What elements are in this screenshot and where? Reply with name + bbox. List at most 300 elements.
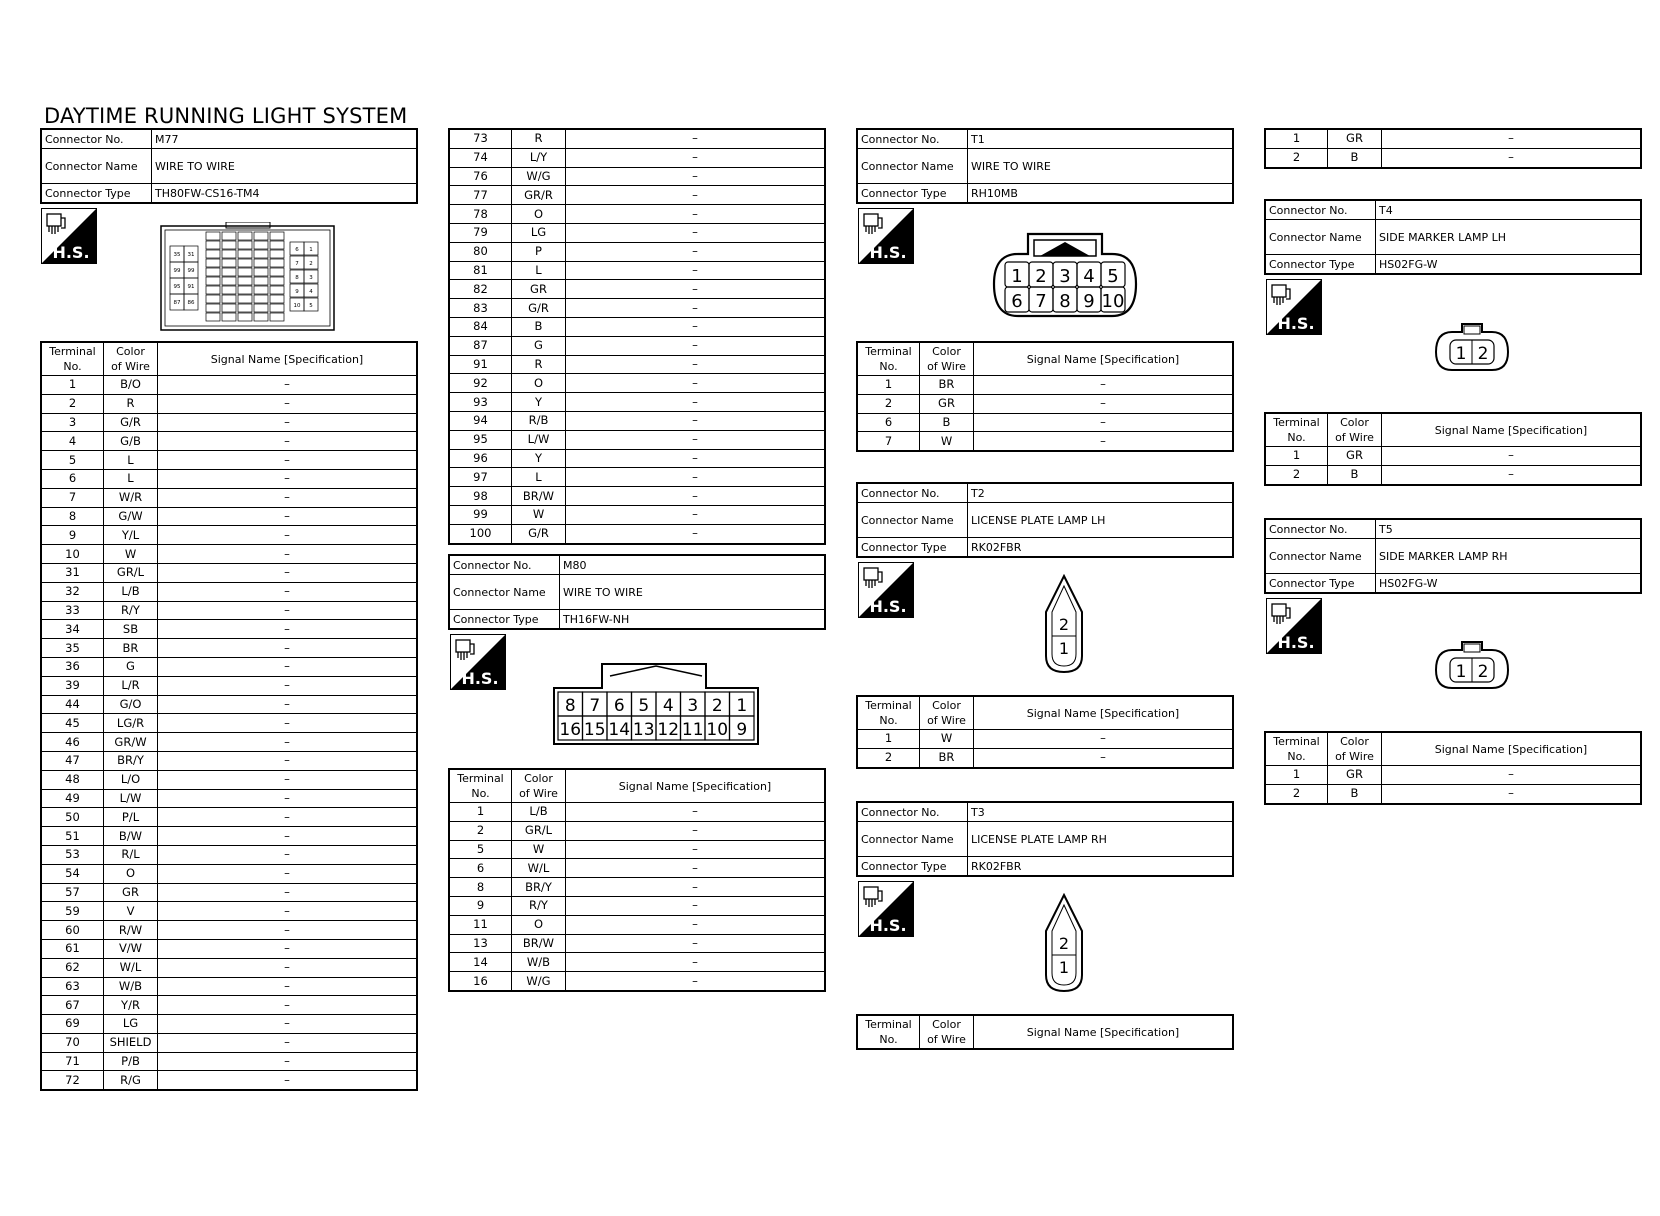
signal-cell: – [158, 526, 418, 545]
harness-side-icon [41, 208, 97, 264]
terminal-header: Terminal No. [1265, 413, 1328, 447]
pin-label: 4 [309, 289, 313, 295]
terminal-cell: 32 [41, 582, 104, 601]
pin-cell [254, 295, 268, 303]
connector-name-value: LICENSE PLATE LAMP LH [968, 503, 1234, 538]
t2-pin-table [856, 695, 1234, 769]
terminal-cell: 2 [1265, 465, 1328, 484]
wire-color-cell: O [512, 205, 566, 224]
terminal-cell: 2 [857, 748, 920, 767]
terminal-cell: 5 [449, 840, 512, 859]
terminal-cell: 1 [857, 376, 920, 395]
connector-no-value: M80 [560, 555, 826, 575]
svg-text:H.S.: H.S. [1277, 633, 1315, 652]
pin-cell [270, 241, 284, 249]
wire-color-cell: GR/R [512, 186, 566, 205]
wire-color-cell: G/O [104, 695, 158, 714]
pin-cell [222, 286, 236, 294]
pin-cell [222, 250, 236, 258]
pin-cell [206, 268, 220, 276]
terminal-cell: 72 [41, 1071, 104, 1090]
table-row [41, 488, 417, 507]
wire-color-cell: GR/L [512, 821, 566, 840]
pin-cell [206, 250, 220, 258]
connector-name-label: Connector Name [857, 503, 968, 538]
terminal-cell: 5 [41, 451, 104, 470]
table-row [41, 1033, 417, 1052]
terminal-header: Terminal No. [857, 696, 920, 730]
terminal-header: Terminal No. [449, 769, 512, 803]
pin-cell [222, 232, 236, 240]
table-row [41, 469, 417, 488]
table-row [41, 620, 417, 639]
terminal-cell: 79 [449, 223, 512, 242]
connector-type-label: Connector Type [857, 857, 968, 877]
connector-no-value: T5 [1376, 519, 1642, 539]
wire-color-cell: R/W [104, 921, 158, 940]
pin-label: 3 [309, 275, 313, 281]
m80-info [448, 554, 826, 630]
terminal-cell: 67 [41, 996, 104, 1015]
terminal-cell: 87 [449, 336, 512, 355]
signal-cell: – [566, 505, 826, 524]
signal-cell: – [974, 413, 1234, 432]
terminal-cell: 6 [41, 469, 104, 488]
signal-cell: – [158, 545, 418, 564]
pin-cell [254, 268, 268, 276]
signal-cell: – [974, 730, 1234, 749]
signal-cell: – [566, 449, 826, 468]
table-row [41, 507, 417, 526]
wire-color-cell: GR [920, 394, 974, 413]
wire-color-cell: W/G [512, 972, 566, 991]
signal-cell: – [1382, 148, 1642, 167]
table-row [449, 430, 825, 449]
terminal-cell: 4 [41, 432, 104, 451]
connector-type-value: HS02FG-W [1376, 255, 1642, 275]
connector-name-label: Connector Name [449, 575, 560, 610]
pin-cell [206, 241, 220, 249]
wire-color-cell: Y [512, 393, 566, 412]
color-header: Color of Wire [920, 1015, 974, 1049]
wire-color-cell: L/W [104, 789, 158, 808]
signal-cell: – [158, 958, 418, 977]
harness-side-icon [858, 562, 914, 618]
pin-label: 31 [187, 252, 195, 258]
terminal-cell: 6 [857, 413, 920, 432]
signal-cell: – [566, 934, 826, 953]
pin-label: 2 [711, 696, 723, 716]
wire-color-cell: W [920, 730, 974, 749]
pin-label: 10 [706, 720, 729, 740]
wire-color-cell: L/O [104, 770, 158, 789]
wire-color-cell: B/O [104, 376, 158, 395]
harness-side-icon [1266, 279, 1322, 335]
wire-color-cell: L/R [104, 676, 158, 695]
pin-cell [222, 268, 236, 276]
terminal-cell: 48 [41, 770, 104, 789]
wire-color-cell: O [512, 374, 566, 393]
signal-cell: – [158, 789, 418, 808]
table-row [857, 432, 1233, 451]
t5-info [1264, 518, 1642, 594]
pin-cell [238, 241, 252, 249]
terminal-cell: 77 [449, 186, 512, 205]
terminal-cell: 53 [41, 845, 104, 864]
pin-cell [254, 259, 268, 267]
wire-color-cell: W [512, 840, 566, 859]
pin-cell [222, 295, 236, 303]
signal-cell: – [1382, 465, 1642, 484]
pin-cell [254, 232, 268, 240]
table-row [449, 223, 825, 242]
signal-cell: – [158, 939, 418, 958]
connector-name-label: Connector Name [1265, 220, 1376, 255]
wire-color-cell: W/B [512, 953, 566, 972]
terminal-cell: 34 [41, 620, 104, 639]
m77-info [40, 128, 418, 204]
signal-cell: – [566, 317, 826, 336]
table-row [449, 129, 825, 148]
pin-label: 3 [687, 696, 699, 716]
harness-side-icon [858, 881, 914, 937]
pin-cell [238, 259, 252, 267]
pin-label: 14 [608, 720, 631, 740]
pin-label: 99 [187, 268, 195, 274]
pin-label: 7 [295, 261, 299, 267]
pin-label: 11 [681, 720, 704, 740]
signal-cell: – [158, 883, 418, 902]
pin-cell [206, 286, 220, 294]
terminal-cell: 35 [41, 639, 104, 658]
pin-cell [270, 250, 284, 258]
signal-cell: – [566, 355, 826, 374]
table-row [41, 827, 417, 846]
wire-color-cell: LG [512, 223, 566, 242]
connector-type-value: HS02FG-W [1376, 574, 1642, 594]
signal-cell: – [566, 878, 826, 897]
table-row [1265, 465, 1641, 484]
signal-cell: – [974, 432, 1234, 451]
connector-type-value: RK02FBR [968, 857, 1234, 877]
harness-side-icon [450, 634, 506, 690]
signal-cell: – [566, 915, 826, 934]
pin-label: 6 [613, 696, 625, 716]
signal-header: Signal Name [Specification] [974, 696, 1234, 730]
connector-name-label: Connector Name [857, 149, 968, 184]
table-row [449, 205, 825, 224]
wire-color-cell: B [1328, 148, 1382, 167]
signal-cell: – [566, 336, 826, 355]
t4-pin-table [1264, 412, 1642, 486]
terminal-cell: 76 [449, 167, 512, 186]
table-row [449, 803, 825, 822]
signal-cell: – [158, 376, 418, 395]
wire-color-cell: L/B [104, 582, 158, 601]
wire-color-cell: P [512, 242, 566, 261]
connector-name-value: WIRE TO WIRE [968, 149, 1234, 184]
terminal-cell: 92 [449, 374, 512, 393]
t2-info [856, 482, 1234, 558]
terminal-cell: 10 [41, 545, 104, 564]
pin-label: 9 [1083, 291, 1095, 312]
connector-type-label: Connector Type [857, 538, 968, 558]
wire-color-cell: R/B [512, 411, 566, 430]
table-row [449, 411, 825, 430]
table-row [41, 921, 417, 940]
table-row [41, 394, 417, 413]
connector-no-label: Connector No. [857, 129, 968, 149]
signal-cell: – [1382, 766, 1642, 785]
pin-cell [270, 277, 284, 285]
terminal-cell: 47 [41, 751, 104, 770]
pin-label: 3 [1059, 266, 1071, 287]
wire-color-cell: BR [920, 376, 974, 395]
pin-cell [206, 304, 220, 312]
terminal-cell: 59 [41, 902, 104, 921]
signal-cell: – [566, 242, 826, 261]
signal-cell: – [158, 902, 418, 921]
pin-label: 8 [1059, 291, 1071, 312]
table-row [449, 299, 825, 318]
terminal-header: Terminal No. [1265, 732, 1328, 766]
wire-color-cell: W/B [104, 977, 158, 996]
pin-label: 7 [1035, 291, 1047, 312]
table-row [41, 996, 417, 1015]
svg-text:H.S.: H.S. [869, 243, 907, 262]
terminal-cell: 83 [449, 299, 512, 318]
pin-cell [238, 313, 252, 321]
pin-label: 15 [583, 720, 606, 740]
table-row [41, 451, 417, 470]
pin-label: 8 [295, 275, 299, 281]
wire-color-cell: L/W [512, 430, 566, 449]
terminal-cell: 73 [449, 129, 512, 148]
color-header: Color of Wire [920, 696, 974, 730]
pin-cell [238, 304, 252, 312]
signal-cell: – [158, 845, 418, 864]
signal-cell: – [158, 507, 418, 526]
signal-cell: – [974, 376, 1234, 395]
color-header: Color of Wire [1328, 732, 1382, 766]
terminal-cell: 9 [449, 896, 512, 915]
terminal-cell: 93 [449, 393, 512, 412]
signal-cell: – [158, 921, 418, 940]
pin-cell [254, 277, 268, 285]
terminal-cell: 80 [449, 242, 512, 261]
signal-cell: – [158, 432, 418, 451]
table-row [1265, 447, 1641, 466]
pin-label: 1 [309, 247, 313, 253]
pin-cell [222, 277, 236, 285]
wire-color-cell: R/L [104, 845, 158, 864]
table-row [449, 468, 825, 487]
wire-color-cell: W/G [512, 167, 566, 186]
pin-label: 1 [1455, 344, 1467, 364]
pin-label: 7 [589, 696, 601, 716]
table-row [41, 770, 417, 789]
wire-color-cell: G/R [104, 413, 158, 432]
signal-cell: – [566, 821, 826, 840]
pin-label: 2 [1058, 934, 1070, 953]
terminal-cell: 16 [449, 972, 512, 991]
pin-label: 5 [638, 696, 650, 716]
connector-no-label: Connector No. [857, 483, 968, 503]
terminal-cell: 100 [449, 524, 512, 543]
signal-cell: – [566, 859, 826, 878]
terminal-cell: 51 [41, 827, 104, 846]
wire-color-cell: W [920, 432, 974, 451]
connector-type-value: RH10MB [968, 184, 1234, 204]
pin-label: 4 [1083, 266, 1095, 287]
signal-cell: – [158, 977, 418, 996]
svg-text:H.S.: H.S. [461, 669, 499, 688]
connector-type-label: Connector Type [449, 610, 560, 630]
table-row [449, 393, 825, 412]
terminal-cell: 2 [1265, 148, 1328, 167]
terminal-cell: 74 [449, 148, 512, 167]
t1-connector-diagram [990, 232, 1140, 320]
terminal-cell: 31 [41, 563, 104, 582]
wire-color-cell: Y [512, 449, 566, 468]
signal-cell: – [158, 695, 418, 714]
pin-cell [270, 304, 284, 312]
table-row [857, 376, 1233, 395]
wire-color-cell: G/R [512, 299, 566, 318]
table-row [41, 1071, 417, 1090]
pin-cell [270, 232, 284, 240]
harness-side-icon [858, 208, 914, 264]
terminal-cell: 99 [449, 505, 512, 524]
table-row [857, 413, 1233, 432]
table-row [449, 355, 825, 374]
wire-color-cell: BR [104, 639, 158, 658]
table-row [449, 449, 825, 468]
signal-cell: – [1382, 784, 1642, 803]
pin-label: 16 [559, 720, 582, 740]
wire-color-cell: BR/W [512, 487, 566, 506]
terminal-cell: 45 [41, 714, 104, 733]
table-row [41, 845, 417, 864]
pin-cell [254, 304, 268, 312]
wire-color-cell: Y/L [104, 526, 158, 545]
wire-color-cell: Y/R [104, 996, 158, 1015]
pin-label: 9 [736, 720, 748, 740]
signal-cell: – [566, 524, 826, 543]
signal-cell: – [158, 1071, 418, 1090]
terminal-cell: 33 [41, 601, 104, 620]
connector-name-value: WIRE TO WIRE [560, 575, 826, 610]
pin-label: 2 [1477, 662, 1489, 682]
signal-cell: – [158, 620, 418, 639]
terminal-cell: 2 [857, 394, 920, 413]
table-row [41, 432, 417, 451]
terminal-cell: 1 [41, 376, 104, 395]
terminal-cell: 78 [449, 205, 512, 224]
pin-cell [238, 250, 252, 258]
pin-label: 91 [187, 284, 195, 290]
pin-cell [270, 259, 284, 267]
terminal-cell: 44 [41, 695, 104, 714]
signal-cell: – [566, 972, 826, 991]
table-row [41, 714, 417, 733]
pin-label: 1 [1058, 958, 1070, 977]
terminal-cell: 46 [41, 733, 104, 752]
table-row [41, 563, 417, 582]
page-title: DAYTIME RUNNING LIGHT SYSTEM [44, 104, 408, 128]
pin-label: 95 [173, 284, 181, 290]
pin-cell [238, 268, 252, 276]
terminal-cell: 1 [1265, 447, 1328, 466]
table-row [1265, 784, 1641, 803]
t4-connector-diagram [1434, 320, 1510, 372]
terminal-cell: 96 [449, 449, 512, 468]
connector-no-label: Connector No. [857, 802, 968, 822]
pin-label: 2 [1035, 266, 1047, 287]
table-row [449, 261, 825, 280]
wire-color-cell: O [104, 864, 158, 883]
table-row [449, 859, 825, 878]
table-row [41, 751, 417, 770]
connector-type-label: Connector Type [1265, 574, 1376, 594]
pin-label: 10 [293, 303, 301, 309]
pin-label: 2 [1477, 344, 1489, 364]
wire-color-cell: BR [920, 748, 974, 767]
connector-no-label: Connector No. [41, 129, 152, 149]
pin-cell [270, 313, 284, 321]
terminal-cell: 84 [449, 317, 512, 336]
terminal-cell: 2 [449, 821, 512, 840]
terminal-cell: 49 [41, 789, 104, 808]
table-row [857, 730, 1233, 749]
pin-cell [206, 295, 220, 303]
table-row [449, 167, 825, 186]
terminal-header: Terminal No. [857, 1015, 920, 1049]
signal-cell: – [566, 167, 826, 186]
m77-connector-diagram [160, 222, 336, 332]
table-row [449, 878, 825, 897]
terminal-cell: 54 [41, 864, 104, 883]
signal-cell: – [566, 223, 826, 242]
table-row [41, 1015, 417, 1034]
wire-color-cell: W/L [104, 958, 158, 977]
terminal-cell: 8 [449, 878, 512, 897]
connector-no-label: Connector No. [449, 555, 560, 575]
table-row [449, 915, 825, 934]
signal-cell: – [158, 582, 418, 601]
terminal-cell: 2 [1265, 784, 1328, 803]
wire-color-cell: BR/W [512, 934, 566, 953]
color-header: Color of Wire [920, 342, 974, 376]
color-header: Color of Wire [1328, 413, 1382, 447]
wire-color-cell: R/Y [104, 601, 158, 620]
table-row [41, 376, 417, 395]
pin-label: 6 [295, 247, 299, 253]
terminal-cell: 57 [41, 883, 104, 902]
terminal-cell: 11 [449, 915, 512, 934]
wire-color-cell: B [1328, 465, 1382, 484]
table-row [449, 840, 825, 859]
wire-color-cell: L/B [512, 803, 566, 822]
connector-no-label: Connector No. [1265, 519, 1376, 539]
signal-header: Signal Name [Specification] [974, 342, 1234, 376]
terminal-cell: 62 [41, 958, 104, 977]
signal-cell: – [974, 394, 1234, 413]
pin-label: 12 [657, 720, 680, 740]
terminal-cell: 60 [41, 921, 104, 940]
table-row [41, 977, 417, 996]
signal-cell: – [1382, 129, 1642, 148]
